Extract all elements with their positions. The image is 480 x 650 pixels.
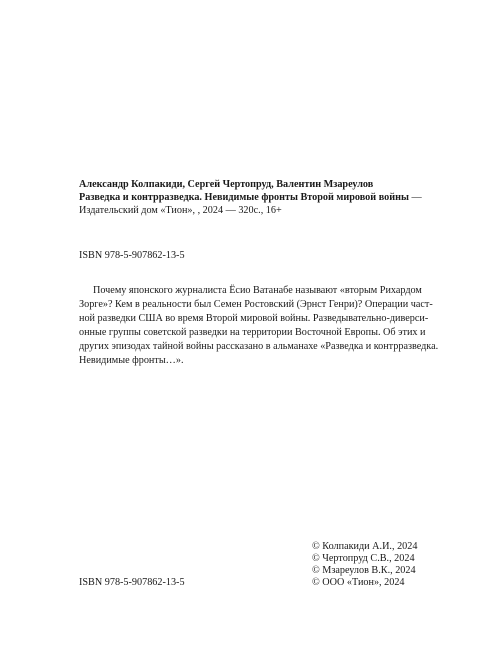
abstract-line: других эпизодах тайной войны рассказано в альманахе «Разведка и контрразведка. <box>79 341 439 352</box>
bibliographic-record <box>79 178 422 217</box>
isbn-bottom: ISBN 978-5-907862-13-5 <box>79 577 185 588</box>
isbn-top: ISBN 978-5-907862-13-5 <box>79 250 185 261</box>
title-dash: — <box>408 192 422 203</box>
abstract-line: Зорге»? Кем в реальности был Семен Ростовский (Эрнст Генри)? Операции част- <box>79 299 433 310</box>
copyright-line: © Колпакиди А.И., 2024 <box>312 541 418 552</box>
title-line <box>79 191 422 204</box>
copyright-line: © Чертопруд С.В., 2024 <box>312 553 415 564</box>
abstract-line: онные группы советской разведки на территории Восточной Европы. Об этих и <box>79 327 426 338</box>
copyright-line: © Мзареулов В.К., 2024 <box>312 565 416 576</box>
authors-line: Александр Колпакиди, Сергей Чертопруд, Валентин Мзареулов <box>79 179 374 190</box>
abstract-line: Почему японского журналиста Ёсио Ватанабе называют «вторым Рихардом <box>93 285 422 296</box>
publisher-line: Издательский дом «Тион», , 2024 — 320с., 16+ <box>79 205 282 216</box>
book-title: Разведка и контрразведка. Невидимые фронты Второй мировой войны <box>79 192 409 203</box>
copyright-line: © ООО «Тион», 2024 <box>312 577 405 588</box>
copyright-block <box>312 541 417 589</box>
abstract-line: ной разведки США во время Второй мировой войны. Разведывательно-диверси- <box>79 313 429 324</box>
abstract-paragraph <box>79 284 439 368</box>
abstract-line: Невидимые фронты…». <box>79 355 184 366</box>
